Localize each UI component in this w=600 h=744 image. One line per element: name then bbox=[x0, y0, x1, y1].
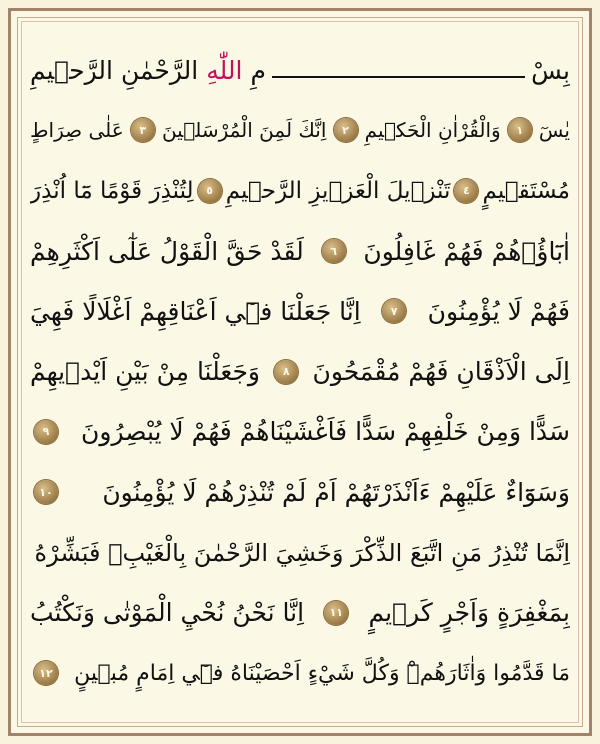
verse-line bbox=[30, 522, 570, 582]
verse-text: مَا قَدَّمُوا وَاٰثَارَهُمْۜ وَكُلَّ شَيْءٍ اَحْصَيْنَاهُ ف۪ٓي اِمَامٍ مُب۪ينٍ bbox=[74, 660, 570, 686]
basmala-allah: اللّٰهِ bbox=[206, 55, 243, 85]
verse-text: سَدًّا وَمِنْ خَلْفِهِمْ سَدًّا فَاَغْشَيْنَاهُمْ فَهُمْ لَا يُبْصِرُونَ bbox=[81, 417, 570, 447]
verse-text: اِنَّا جَعَلْنَا ف۪ٓي اَعْنَاقِهِمْ اَغْلَالًا فَهِيَ bbox=[30, 296, 361, 326]
ayah-number-marker: ٢ bbox=[334, 118, 358, 142]
mushaf-page bbox=[30, 40, 570, 704]
verse-text: وَالْقُرْاٰنِ الْحَك۪يمِ bbox=[364, 118, 501, 143]
verse-lines bbox=[30, 100, 570, 703]
verse-line bbox=[30, 221, 570, 281]
ayah-number-marker: ٨ bbox=[274, 360, 298, 384]
ayah-number-marker: ١ bbox=[508, 118, 532, 142]
verse-line bbox=[30, 161, 570, 221]
verse-text: تَنْز۪يلَ الْعَز۪يزِ الرَّح۪يمِ bbox=[225, 177, 451, 204]
verse-text: فَهُمْ لَا يُؤْمِنُونَ bbox=[427, 296, 570, 326]
verse-text: وَجَعَلْنَا مِنْ بَيْنِ اَيْد۪يهِمْ bbox=[30, 357, 260, 387]
verse-text: اِنَّا نَحْنُ نُحْيِ الْمَوْتٰى وَنَكْتُبُ bbox=[30, 598, 305, 628]
verse-text: اِلَى الْاَذْقَانِ فَهُمْ مُقْمَحُونَ bbox=[312, 357, 570, 387]
verse-line bbox=[30, 402, 570, 462]
basmala-mid: مِ bbox=[250, 55, 266, 85]
basmala-line bbox=[30, 40, 570, 100]
verse-line bbox=[30, 583, 570, 643]
verse-text: وَسَوَٓاءٌ عَلَيْهِمْ ءَاَنْذَرْتَهُمْ اَمْ لَمْ تُنْذِرْهُمْ لَا يُؤْمِنُونَ bbox=[102, 477, 570, 507]
verse-text: بِمَغْفِرَةٍ وَاَجْرٍ كَر۪يمٍ bbox=[368, 598, 570, 628]
verse-text: مُسْتَق۪يمٍ bbox=[482, 177, 570, 204]
verse-line bbox=[30, 462, 570, 522]
verse-text: اِنَّمَا تُنْذِرُ مَنِ اتَّبَعَ الذِّكْرَ وَخَشِيَ الرَّحْمٰنَ بِالْغَيْبِۚ فَبَشِّرْهُ bbox=[34, 538, 570, 567]
basmala-end: الرَّحْمٰنِ الرَّح۪يمِ bbox=[30, 55, 199, 85]
ayah-number-marker: ٩ bbox=[34, 420, 58, 444]
verse-line bbox=[30, 643, 570, 703]
verse-text: يٰسٓ bbox=[538, 118, 570, 143]
ayah-number-marker: ٣ bbox=[131, 118, 155, 142]
verse-text: اِنَّكَ لَمِنَ الْمُرْسَل۪ينَ bbox=[161, 118, 327, 143]
kashida-stroke bbox=[272, 62, 525, 78]
ayah-number-marker: ١١ bbox=[324, 601, 348, 625]
verse-line bbox=[30, 341, 570, 401]
basmala-start: بِسْ bbox=[531, 55, 570, 85]
verse-line bbox=[30, 281, 570, 341]
verse-text: اٰبَٓاؤُ۫هُمْ فَهُمْ غَافِلُونَ bbox=[363, 236, 570, 266]
ayah-number-marker: ١٢ bbox=[34, 661, 58, 685]
ayah-number-marker: ٥ bbox=[198, 179, 222, 203]
verse-text: عَلٰى صِرَاطٍ bbox=[30, 118, 124, 143]
ayah-number-marker: ١٠ bbox=[34, 480, 58, 504]
verse-line bbox=[30, 100, 570, 160]
verse-text: لِتُنْذِرَ قَوْمًا مَٓا اُنْذِرَ bbox=[30, 177, 194, 204]
ayah-number-marker: ٦ bbox=[322, 239, 346, 263]
ayah-number-marker: ٧ bbox=[382, 299, 406, 323]
ayah-number-marker: ٤ bbox=[454, 179, 478, 203]
verse-text: لَقَدْ حَقَّ الْقَوْلُ عَلٰٓى اَكْثَرِهِمْ bbox=[30, 236, 304, 266]
